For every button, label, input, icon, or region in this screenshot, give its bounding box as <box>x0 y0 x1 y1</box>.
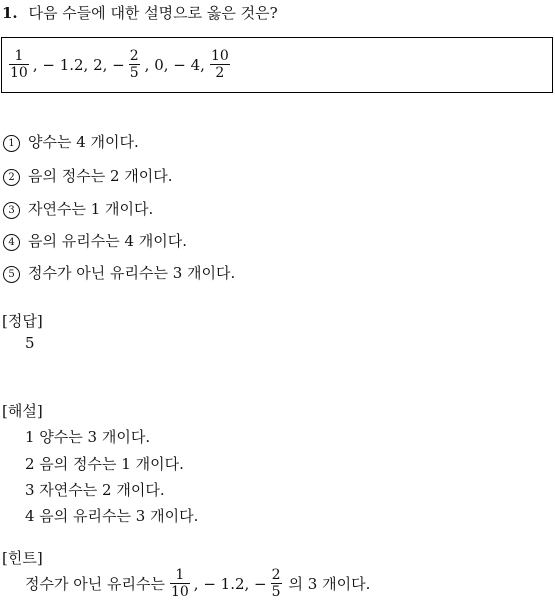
question-text: 다음 수들에 대한 설명으로 옳은 것은? <box>28 4 278 22</box>
hint-suffix: 의 3 개이다. <box>288 575 371 593</box>
choice-marker-1: 1 <box>3 135 20 152</box>
fraction-1-10: $\frac{1}{10}$ <box>10 48 28 81</box>
explanation-label: [해설] <box>2 402 43 420</box>
hint-mid: , − 1.2, − <box>193 574 267 593</box>
question-header <box>2 2 278 23</box>
number-list-text-1: , − 1.2, 2, − <box>32 55 125 74</box>
hint-label: [힌트] <box>2 549 43 567</box>
explanation-line-2: 2 음의 정수는 1 개이다. <box>25 455 184 473</box>
answer-label: [정답] <box>2 312 43 330</box>
explanation-line-1: 1 양수는 3 개이다. <box>25 428 151 446</box>
hint-prefix: 정수가 아닌 유리수는 <box>25 575 165 593</box>
choice-5[interactable] <box>3 262 235 283</box>
hint-text <box>25 567 370 600</box>
hint-fraction-2-5: $\frac{2}{5}$ <box>271 567 281 600</box>
explanation-line-3: 3 자연수는 2 개이다. <box>25 481 165 499</box>
choice-marker-2: 2 <box>3 169 20 186</box>
number-list-text-2: , 0, − 4, <box>144 55 205 74</box>
choice-text: 자연수는 1 개이다. <box>28 200 154 218</box>
choice-text: 정수가 아닌 유리수는 3 개이다. <box>28 264 236 282</box>
choice-2[interactable] <box>3 165 173 186</box>
choice-text: 양수는 4 개이다. <box>28 133 139 151</box>
question-number: 1. <box>2 4 18 22</box>
number-list-box <box>1 37 553 93</box>
hint-fraction-1-10: $\frac{1}{10}$ <box>170 567 189 600</box>
choice-marker-5: 5 <box>3 266 20 283</box>
explanation-line-4: 4 음의 유리수는 3 개이다. <box>25 507 199 525</box>
fraction-10-2: $\frac{10}{2}$ <box>210 48 229 81</box>
choice-4[interactable] <box>3 230 187 251</box>
choice-text: 음의 유리수는 4 개이다. <box>28 232 188 250</box>
choice-marker-3: 3 <box>3 202 20 219</box>
choice-3[interactable] <box>3 198 153 219</box>
choice-1[interactable] <box>3 131 139 152</box>
answer-value: 5 <box>25 334 35 352</box>
fraction-2-5: $\frac{2}{5}$ <box>129 48 139 81</box>
choice-marker-4: 4 <box>3 234 20 251</box>
choice-text: 음의 정수는 2 개이다. <box>28 167 173 185</box>
